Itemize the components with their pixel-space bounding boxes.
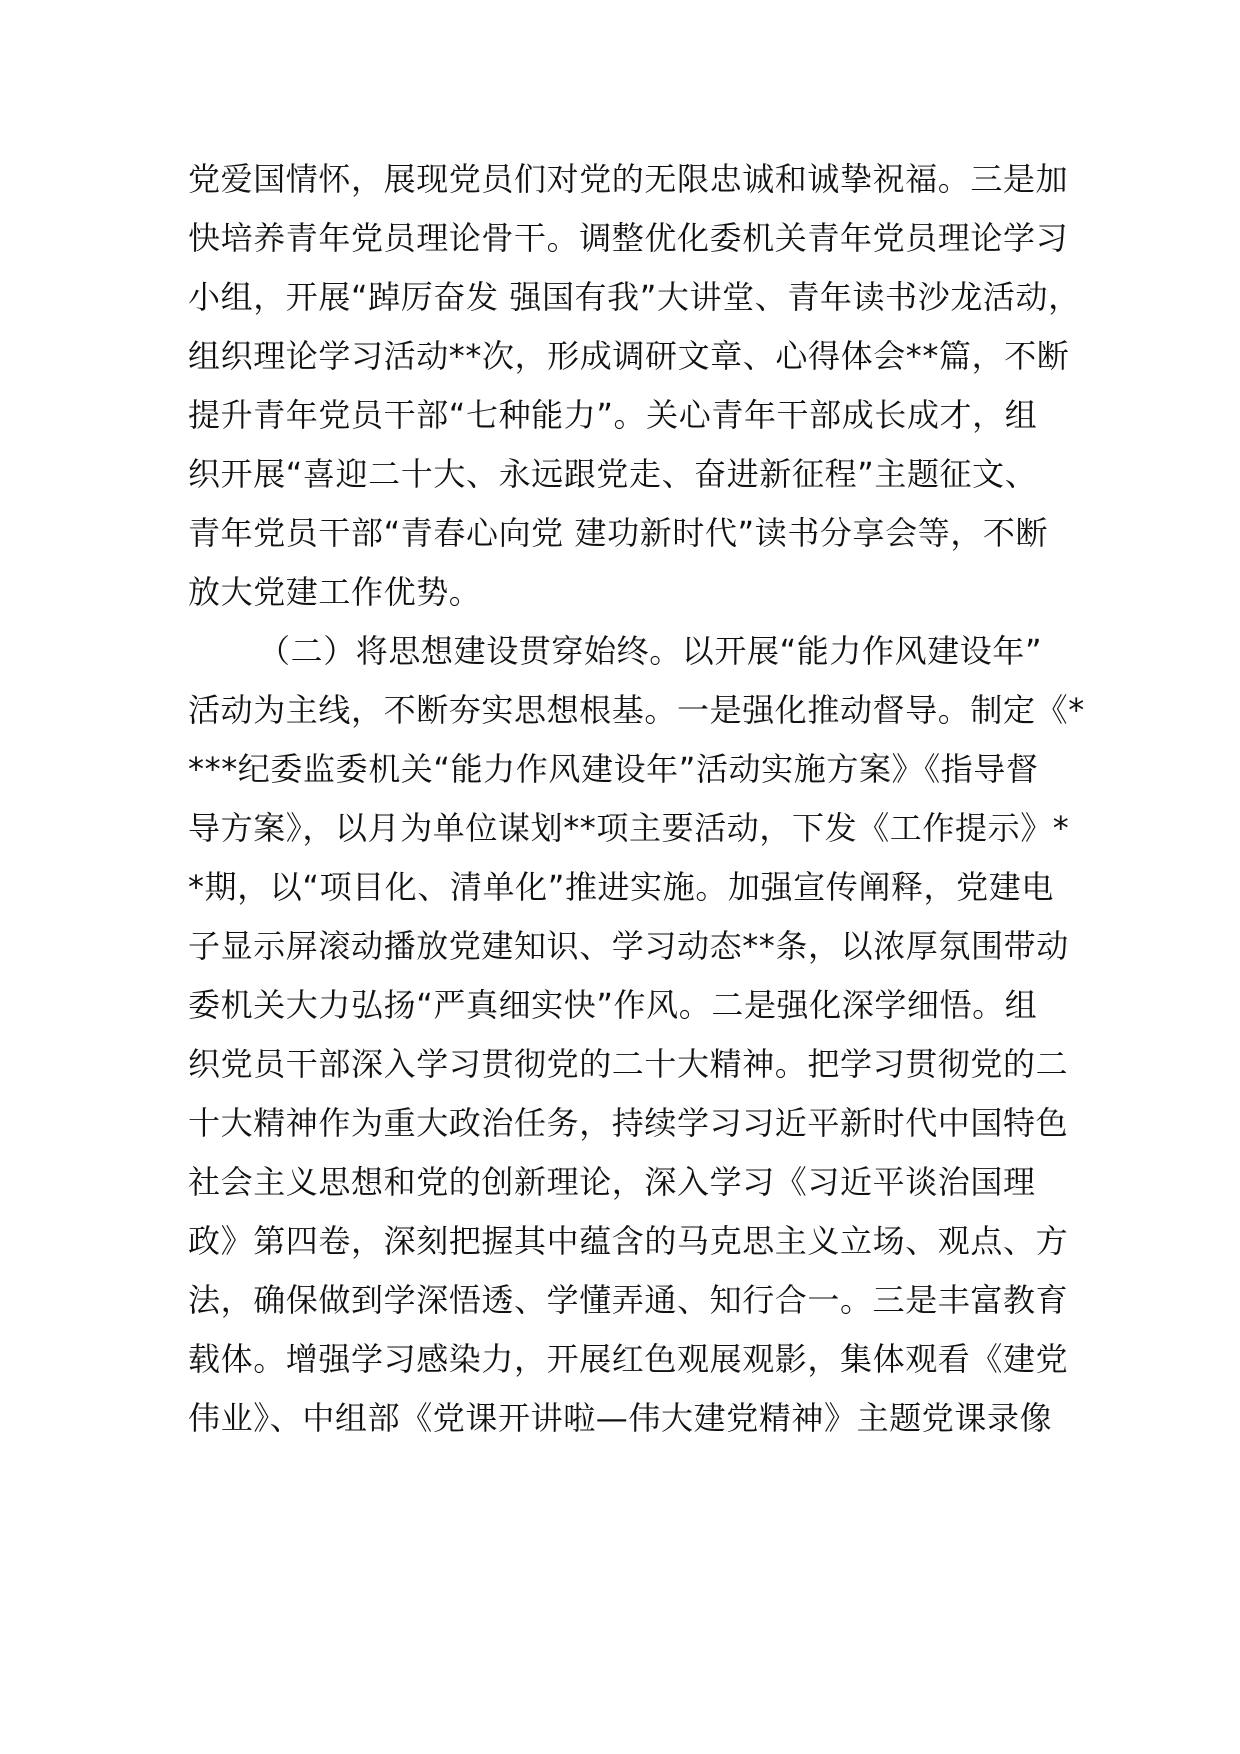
text-line: 伟业》、中组部《党课开讲啦—伟大建党精神》主题党课录像 (188, 1399, 1053, 1437)
text-line: ***纪委监委机关“能力作风建设年”活动实施方案》《指导督 (188, 750, 1039, 788)
text-line: 委机关大力弘扬“严真细实快”作风。二是强化深学细悟。组 (188, 986, 1038, 1024)
text-line: 社会主义思想和党的创新理论，深入学习《习近平谈治国理 (188, 1163, 1036, 1201)
text-line: *期，以“项目化、清单化”推进实施。加强宣传阐释，党建电 (188, 868, 1054, 906)
text-line: 织开展“喜迎二十大、永远跟党走、奋进新征程”主题征文、 (188, 455, 1038, 493)
text-line: 放大党建工作优势。 (188, 573, 482, 611)
text-line: 快培养青年党员理论骨干。调整优化委机关青年党员理论学习 (188, 219, 1069, 257)
section-heading-line: （二）将思想建设贯穿始终。以开展“能力作风建设年” (258, 632, 1043, 670)
text-line: 党爱国情怀，展现党员们对党的无限忠诚和诚挚祝福。三是加 (188, 160, 1069, 198)
text-line: 政》第四卷，深刻把握其中蕴含的马克思主义立场、观点、方 (188, 1222, 1069, 1260)
text-line: 导方案》，以月为单位谋划**项主要活动，下发《工作提示》* (188, 809, 1070, 847)
text-line: 活动为主线，不断夯实思想根基。一是强化推动督导。制定《* (188, 691, 1085, 729)
text-line: 青年党员干部“青春心向党 建功新时代”读书分享会等，不断 (188, 514, 1049, 552)
text-line: 小组，开展“踔厉奋发 强国有我”大讲堂、青年读书沙龙活动， (188, 278, 1081, 316)
text-line: 织党员干部深入学习贯彻党的二十大精神。把学习贯彻党的二 (188, 1045, 1069, 1083)
text-line: 法，确保做到学深悟透、学懂弄通、知行合一。三是丰富教育 (188, 1281, 1069, 1319)
text-line: 子显示屏滚动播放党建知识、学习动态**条，以浓厚氛围带动 (188, 927, 1069, 965)
text-line: 载体。增强学习感染力，开展红色观展观影，集体观看《建党 (188, 1340, 1069, 1378)
text-line: 提升青年党员干部“七种能力”。关心青年干部成长成才，组 (188, 396, 1038, 434)
text-line: 组织理论学习活动**次，形成调研文章、心得体会**篇，不断 (188, 337, 1070, 375)
text-line: 十大精神作为重大政治任务，持续学习习近平新时代中国特色 (188, 1104, 1069, 1142)
